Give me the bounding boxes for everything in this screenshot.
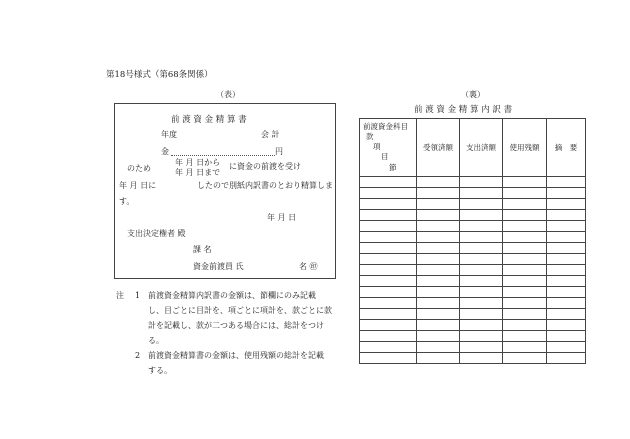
fiscal-year-label: 年度	[161, 130, 177, 139]
subject-header-setsu: 節	[389, 162, 397, 172]
period-to: 年 月 日まで	[175, 168, 221, 177]
table-cell	[547, 298, 586, 309]
table-cell	[417, 353, 460, 364]
table-cell	[547, 309, 586, 320]
table-cell	[547, 221, 586, 232]
table-cell	[360, 254, 417, 265]
table-cell	[503, 320, 547, 331]
table-cell	[417, 199, 460, 210]
table-cell	[460, 320, 503, 331]
table-cell	[417, 320, 460, 331]
table-cell	[503, 309, 547, 320]
received-date: 年 月 日に	[119, 181, 157, 190]
table-cell	[503, 353, 547, 364]
table-row	[360, 342, 586, 353]
table-row	[360, 309, 586, 320]
table-cell	[417, 210, 460, 221]
table-cell	[547, 265, 586, 276]
back-side-label: （裏）	[461, 90, 485, 99]
spent-amount-header: 支出済額	[460, 119, 503, 177]
note-1-line-3: 計を記載し、款が二つある場合には、総計をつけ	[148, 321, 324, 330]
table-cell	[460, 199, 503, 210]
table-row	[360, 243, 586, 254]
subject-header-kan: 款	[366, 132, 374, 142]
table-cell	[417, 342, 460, 353]
table-cell	[417, 265, 460, 276]
table-cell	[503, 232, 547, 243]
table-cell	[360, 210, 417, 221]
remaining-amount-header: 使用残額	[503, 119, 547, 177]
table-cell	[417, 177, 460, 188]
table-cell	[503, 210, 547, 221]
table-cell	[547, 232, 586, 243]
back-title: 前 渡 資 金 精 算 内 訳 書	[414, 105, 513, 115]
note-2-number: 2	[135, 351, 141, 360]
table-cell	[360, 243, 417, 254]
table-cell	[360, 287, 417, 298]
table-row	[360, 287, 586, 298]
table-row	[360, 188, 586, 199]
table-cell	[503, 177, 547, 188]
table-cell	[547, 243, 586, 254]
table-row	[360, 210, 586, 221]
decision-maker-label: 支出決定権者 殿	[127, 229, 186, 238]
table-cell	[460, 188, 503, 199]
table-row	[360, 254, 586, 265]
table-cell	[460, 221, 503, 232]
note-1-line-1: 前渡資金精算内訳書の金額は、節欄にのみ記載	[148, 291, 316, 300]
table-body	[360, 177, 586, 364]
table-cell	[503, 298, 547, 309]
table-cell	[547, 188, 586, 199]
table-cell	[547, 177, 586, 188]
table-row	[360, 265, 586, 276]
table-cell	[360, 320, 417, 331]
table-cell	[417, 232, 460, 243]
table-cell	[417, 243, 460, 254]
notes-label: 注	[116, 291, 124, 300]
table-cell	[360, 309, 417, 320]
amount-label: 金	[161, 147, 169, 156]
table-cell	[360, 221, 417, 232]
table-cell	[547, 287, 586, 298]
table-cell	[360, 331, 417, 342]
table-cell	[547, 210, 586, 221]
table-cell	[460, 309, 503, 320]
submit-date: 年 月 日	[267, 213, 297, 222]
table-cell	[460, 254, 503, 265]
table-cell	[460, 276, 503, 287]
table-cell	[503, 199, 547, 210]
table-cell	[460, 342, 503, 353]
table-cell	[503, 287, 547, 298]
table-cell	[460, 287, 503, 298]
table-cell	[547, 320, 586, 331]
table-cell	[547, 342, 586, 353]
table-cell	[360, 265, 417, 276]
table-row	[360, 298, 586, 309]
settlement-text: したので別紙内訳書のとおり精算しま	[197, 181, 333, 190]
note-1-line-2: し、目ごとに目計を、項ごとに項計を、款ごとに款	[148, 306, 332, 315]
table-cell	[460, 353, 503, 364]
table-cell	[417, 254, 460, 265]
table-cell	[547, 353, 586, 364]
table-cell	[417, 188, 460, 199]
purpose-prefix: のため	[127, 164, 151, 173]
table-cell	[547, 199, 586, 210]
table-cell	[417, 221, 460, 232]
section-label: 課 名	[193, 245, 212, 254]
table-row	[360, 276, 586, 287]
account-label: 会 計	[261, 130, 280, 139]
form-number-title: 第18号様式（第68条関係）	[106, 70, 213, 80]
table-cell	[547, 276, 586, 287]
table-cell	[503, 276, 547, 287]
table-cell	[460, 232, 503, 243]
table-cell	[503, 188, 547, 199]
table-cell	[460, 298, 503, 309]
table-cell	[547, 254, 586, 265]
table-cell	[417, 309, 460, 320]
note-1-number: 1	[135, 291, 141, 300]
table-row	[360, 353, 586, 364]
table-cell	[460, 243, 503, 254]
table-cell	[503, 243, 547, 254]
subject-header-moku: 目	[381, 152, 389, 162]
table-cell	[460, 177, 503, 188]
officer-label: 資金前渡員 氏	[193, 262, 244, 271]
subject-header-title: 前渡資金科目	[363, 122, 408, 131]
table-cell	[360, 232, 417, 243]
table-header-row	[360, 119, 586, 177]
table-cell	[460, 331, 503, 342]
table-cell	[360, 353, 417, 364]
table-cell	[503, 331, 547, 342]
advance-fund-settlement-form	[114, 103, 336, 279]
table-cell	[460, 265, 503, 276]
table-cell	[547, 331, 586, 342]
settlement-text-end: す。	[119, 197, 135, 206]
subject-header	[360, 119, 417, 177]
note-2-line-2: する。	[148, 366, 172, 375]
table-row	[360, 320, 586, 331]
table-cell	[503, 221, 547, 232]
table-cell	[360, 177, 417, 188]
note-1-line-4: る。	[148, 336, 164, 345]
note-2-line-1: 前渡資金精算書の金額は、使用残額の総計を記載	[148, 351, 324, 360]
breakdown-table	[359, 118, 586, 364]
table-row	[360, 232, 586, 243]
table-row	[360, 177, 586, 188]
amount-dotted-line	[171, 155, 275, 156]
name-seal-label: 名 ㊞	[299, 262, 318, 271]
table-cell	[417, 331, 460, 342]
subject-header-kou: 項	[373, 142, 381, 152]
table-row	[360, 199, 586, 210]
front-title: 前 渡 資 金 精 算 書	[171, 115, 247, 125]
table-cell	[360, 298, 417, 309]
table-cell	[360, 188, 417, 199]
table-cell	[503, 254, 547, 265]
advance-received-text: に資金の前渡を受け	[229, 162, 301, 171]
table-cell	[360, 342, 417, 353]
table-cell	[417, 298, 460, 309]
period-from: 年 月 日から	[175, 158, 221, 167]
yen-label: 円	[275, 147, 283, 156]
table-cell	[503, 265, 547, 276]
table-cell	[360, 199, 417, 210]
table-cell	[417, 276, 460, 287]
table-row	[360, 331, 586, 342]
remarks-header: 摘 要	[547, 119, 586, 177]
table-cell	[503, 342, 547, 353]
table-cell	[417, 287, 460, 298]
table-cell	[360, 276, 417, 287]
table-cell	[460, 210, 503, 221]
received-amount-header: 受領済額	[417, 119, 460, 177]
table-row	[360, 221, 586, 232]
front-side-label: （表）	[216, 90, 240, 99]
